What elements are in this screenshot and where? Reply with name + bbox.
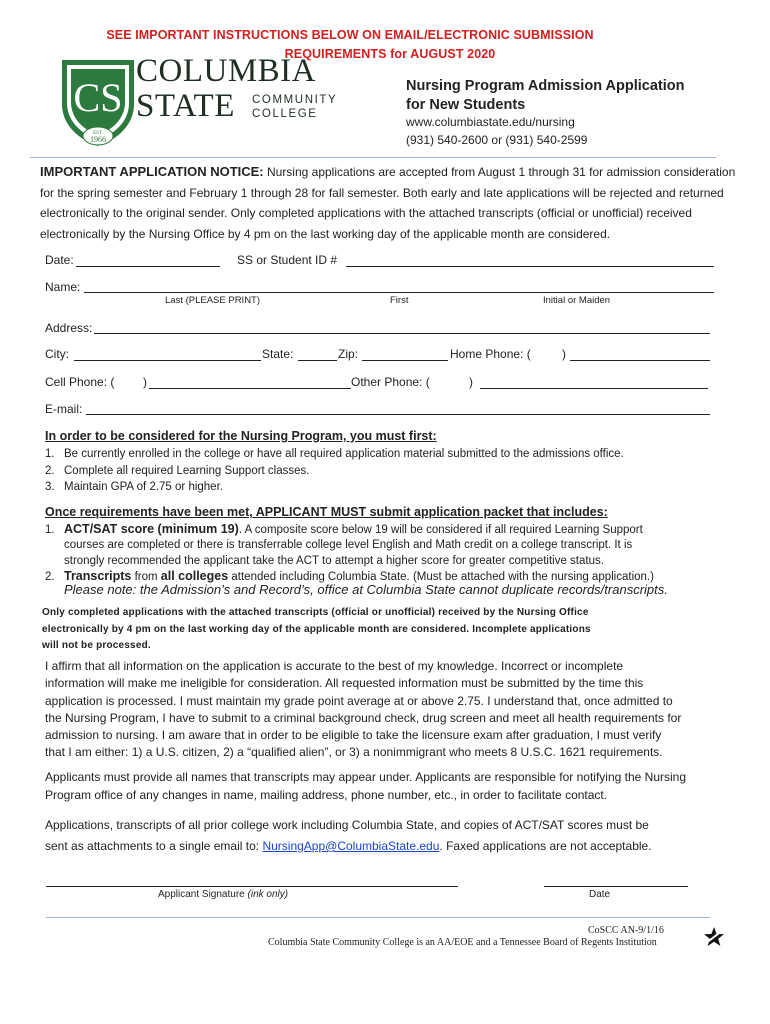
- logo-sub-line-1: COMMUNITY: [252, 94, 338, 106]
- name-field[interactable]: [84, 292, 714, 293]
- email-label: E-mail:: [45, 402, 83, 416]
- cell-phone-field[interactable]: [149, 388, 351, 389]
- transcripts-text: attended including Columbia State. (Must be attached with the nursing application.): [228, 571, 654, 583]
- affirmation-line: admission to nursing. I am aware that in order to be eligible to take the licensure exam after graduation, I must verify: [45, 728, 662, 743]
- signature-date-field[interactable]: [544, 886, 688, 887]
- home-phone-field[interactable]: [570, 360, 710, 361]
- completion-line-1: Only completed applications with the attached transcripts (official or unofficial) received by the Nursing Office: [42, 607, 589, 618]
- cell-phone-paren: ): [143, 375, 147, 389]
- name-sub-initial: Initial or Maiden: [543, 295, 611, 306]
- header-divider: [30, 157, 716, 158]
- cell-phone-label: Cell Phone: (: [45, 375, 115, 389]
- transcripts-bold: Transcripts: [64, 569, 132, 583]
- signature-note: (ink only): [247, 889, 289, 900]
- transcripts-from: from: [131, 571, 161, 583]
- signature-field[interactable]: [46, 886, 458, 887]
- title-line-1: Nursing Program Admission Application: [406, 78, 685, 94]
- other-phone-field[interactable]: [480, 388, 708, 389]
- requirement-item: [45, 446, 624, 462]
- college-crest-icon: [56, 56, 140, 148]
- packet-item-act: [45, 521, 643, 538]
- address-label: Address:: [45, 321, 93, 335]
- completion-line-3: will not be processed.: [42, 640, 151, 651]
- eeo-statement: Columbia State Community College is an AA/EOE and a Tennessee Board of Regents Institution: [268, 937, 657, 948]
- home-phone-label: Home Phone: (: [450, 347, 531, 361]
- star-icon: [701, 924, 727, 950]
- application-notice: [40, 162, 752, 244]
- submission-line-1: Applications, transcripts of all prior college work including Columbia State, and copies of ACT/SAT scores must be: [45, 818, 649, 832]
- act-sat-bold: ACT/SAT score (minimum 19): [64, 522, 239, 536]
- signature-date-label: Date: [589, 889, 611, 900]
- requirement-text: Be currently enrolled in the college or have all required application material submitted to the admissions office.: [64, 448, 624, 460]
- affirmation-paragraph: [45, 658, 735, 762]
- logo-name-line-2: STATE: [136, 88, 235, 124]
- completion-line-2: electronically by 4 pm on the last working day of the applicable month are considered. Incomplete applications: [42, 623, 591, 635]
- form-code: CoSCC AN-9/1/16: [588, 925, 664, 936]
- packet-num: 2.: [45, 571, 55, 583]
- warning-line-1: SEE IMPORTANT INSTRUCTIONS BELOW ON EMAIL/ELECTRONIC SUBMISSION: [106, 28, 594, 42]
- other-phone-paren: ): [469, 375, 473, 389]
- nursing-phone: (931) 540-2600 or (931) 540-2599: [406, 133, 588, 147]
- ssn-label: SS or Student ID #: [237, 253, 338, 267]
- city-field[interactable]: [74, 360, 261, 361]
- notice-heading: IMPORTANT APPLICATION NOTICE:: [40, 164, 264, 179]
- name-sub-last: Last (PLEASE PRINT): [165, 295, 261, 306]
- date-label: Date:: [45, 253, 74, 267]
- submission-prefix: sent as attachments to a single email to:: [45, 839, 263, 853]
- name-sub-first: First: [390, 295, 409, 306]
- notice-text: Nursing applications are accepted from August 1 through 31 for admission consideration for the spring semester and February 1 through 28 for fall semester. Both early and late applications will be rejected and returned electronically to the original sender. Only completed applications with the attached transcripts (official or unofficial) received electronically by the Nursing Office by 4 pm on the last working day of the applicable month are considered.: [40, 165, 736, 241]
- requirements-title: In order to be considered for the Nursing Program, you must first:: [45, 429, 437, 443]
- requirement-text: Complete all required Learning Support classes.: [64, 465, 310, 477]
- crest-est: EST.: [93, 131, 103, 136]
- submission-suffix: . Faxed applications are not acceptable.: [439, 839, 652, 853]
- affirmation-line: that I am either: 1) a U.S. citizen, 2) a “qualified alien”, or 3) a nonimmigrant who meets 8 U.S.C. 1621 requirements.: [45, 745, 663, 760]
- logo-name-line-1: COLUMBIA: [136, 53, 317, 89]
- name-label: Name:: [45, 280, 81, 294]
- act-sat-line-3: strongly recommended the applicant take the ACT to attempt a higher score for greater competitive status.: [64, 555, 604, 567]
- title-line-2: for New Students: [406, 97, 526, 113]
- requirement-num: 3.: [45, 481, 55, 493]
- submission-paragraph: [45, 815, 735, 857]
- signature-label: [158, 889, 288, 900]
- requirement-item: [45, 479, 223, 495]
- address-field[interactable]: [94, 333, 710, 334]
- packet-num: 1.: [45, 524, 55, 536]
- affirmation-line: I affirm that all information on the application is accurate to the best of my knowledge. Incorrect or incomplete: [45, 659, 624, 673]
- ssn-field[interactable]: [346, 266, 714, 267]
- college-logo: [56, 53, 338, 148]
- crest-year: 1966: [90, 135, 106, 144]
- names-paragraph: [45, 768, 735, 804]
- home-phone-paren: ): [562, 347, 566, 361]
- logo-sub-line-2: COLLEGE: [252, 108, 318, 120]
- nursing-email-link[interactable]: NursingApp@ColumbiaState.edu: [262, 839, 440, 853]
- all-colleges-bold: all colleges: [160, 569, 229, 583]
- state-field[interactable]: [298, 360, 337, 361]
- submission-line-2: [45, 836, 735, 857]
- requirement-item: [45, 463, 309, 479]
- affirmation-line: information will make me ineligible for consideration. All requested information must be submitted by the time this: [45, 676, 644, 691]
- city-label: City:: [45, 347, 69, 361]
- affirmation-line: the Nursing Program, I have to submit to a criminal background check, drug screen and meet all health requirements for: [45, 710, 682, 725]
- requirement-num: 2.: [45, 465, 55, 477]
- state-label: State:: [262, 347, 294, 361]
- completion-notice: [42, 605, 682, 655]
- footer-divider: [46, 917, 710, 918]
- warning-line-2: REQUIREMENTS for AUGUST 2020: [284, 47, 496, 61]
- date-field[interactable]: [76, 266, 220, 267]
- zip-label: Zip:: [338, 347, 359, 361]
- zip-field[interactable]: [362, 360, 448, 361]
- act-sat-text: . A composite score below 19 will be considered if all required Learning Support: [238, 524, 643, 536]
- packet-title: Once requirements have been met, APPLICANT MUST submit application packet that includes:: [45, 505, 608, 519]
- requirement-text: Maintain GPA of 2.75 or higher.: [64, 481, 223, 493]
- please-note: Please note: the Admission’s and Record’s, office at Columbia State cannot duplicate records/transcripts.: [64, 582, 668, 597]
- application-title: [406, 77, 684, 115]
- crest-monogram: CS: [73, 75, 123, 120]
- email-field[interactable]: [86, 414, 710, 415]
- other-phone-label: Other Phone: (: [351, 375, 430, 389]
- names-line-1: Applicants must provide all names that transcripts may appear under. Applicants are responsible for notifying the Nursing: [45, 770, 687, 784]
- names-line-2: Program office of any changes in name, mailing address, phone number, etc., in order to facilitate contact.: [45, 788, 608, 802]
- signature-label-text: Applicant Signature: [158, 889, 245, 900]
- act-sat-line-2: courses are completed or there is transferrable college level English and Math credit on a college transcript. It is: [64, 539, 633, 551]
- nursing-url: www.columbiastate.edu/nursing: [406, 115, 575, 129]
- affirmation-line: application is processed. I must maintain my grade point average at or above 2.75. I understand that, once admitted to: [45, 693, 673, 708]
- requirement-num: 1.: [45, 448, 55, 460]
